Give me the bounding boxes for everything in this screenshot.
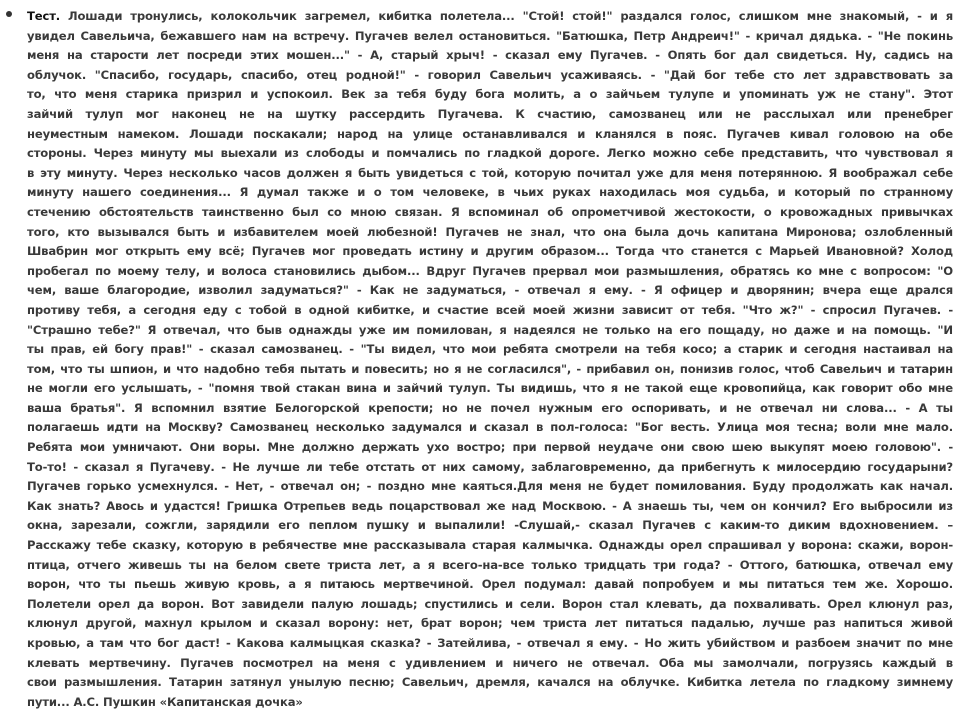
text-line-signature: пути... А.С. Пушкин «Капитанская дочка» — [27, 694, 303, 709]
text-line: увидел Савельича, бежавшего нам на встречу. Пугачев велел остановиться. "Батюшка, Петр Андреич!" - кричал дядька. - "Не покинь — [27, 28, 953, 43]
text-line: ворон, что ты пьешь живую кровь, а я питаюсь мертвечиной. Орел подумал: давай попробуем и мы питаться тем же. Хорошо. — [27, 577, 953, 592]
text-line: окна, зарезали, сожгли, зарядили его пеплом пушку и выпалили! -Слушай,- сказал Пугачев с каким-то диким вдохновением. – — [27, 518, 953, 533]
text-line: меня на старости лет посреди этих мошен..." - А, старый хрыч! - сказал ему Пугачев. - Опять бог дал свидеться. Ну, садись на — [27, 48, 953, 63]
text-block — [27, 7, 953, 712]
text-line: ты прав, ей богу прав!" - сказал самозванец. - "Ты видел, что мои ребята смотрели на тебя косо; а старик и сегодня настаивал на — [27, 342, 953, 357]
text-line: птица, отчего живешь ты на белом свете триста лет, а я всего-на-все только тридцать три года? - Оттого, батюшка, отвечал ему — [27, 557, 953, 572]
text-line: ваша братья". Я вспомнил взятие Белогорской крепости; но не почел нужным его оспоривать, и не отвечал ни слова... - А ты — [27, 400, 953, 415]
text-line: полагаешь идти на Москву? Самозванец несколько задумался и сказал в пол-голоса: "Бог весть. Улица моя тесна; воли мне мало. — [27, 420, 953, 435]
text-line: Швабрин мог открыть ему всё; Пугачев мог проведать истину и другим образом... Тогда что станется с Марьей Ивановной? Холод — [27, 244, 953, 259]
text-line: Расскажу тебе сказку, которую в ребячестве мне рассказывала старая калмычка. Однажды орел спрашивал у ворона: скажи, ворон- — [27, 538, 953, 553]
text-line: не могли его услышать, - "помня твой стакан вина и зайчий тулуп. Ты видишь, что я не такой еще кровопийца, как говорит обо мне — [27, 381, 953, 396]
text-line: клюнул другой, махнул крылом и сказал ворону: нет, брат ворон; чем триста лет питаться падалью, лучше раз напиться живой — [27, 616, 953, 631]
text-line: кровью, а там что бог даст! - Какова калмыцкая сказка? - Затейлива, - отвечал я ему. - Но жить убийством и разбоем значит по мне — [27, 636, 953, 650]
label-test: Тест. — [27, 9, 61, 23]
text-line: том, что ты шпион, и что надобно тебя пытать и повесить; но я не согласился", - прибавил он, понизив голос, чтоб Савельич и татарин — [27, 361, 953, 376]
text-line: чем, ваше благородие, изволил задуматься?" - Как не задуматься, - отвечал я ему. - Я офицер и дворянин; вчера еще дрался — [27, 283, 953, 298]
text-line: зайчий тулуп мог наконец не на шутку рассердить Пугачева. К счастию, самозванец или не расслыхал или пренебрег — [27, 106, 953, 121]
text-line: стечению обстоятельств таинственно был со мною связан. Я вспоминал об опрометчивой жестокости, о кровожадных привычках — [27, 204, 953, 219]
text-line: пробегал по моему телу, и волоса становились дыбом... Вдруг Пугачев прервал мои размышления, обратясь ко мне с вопросом: "О — [27, 263, 953, 278]
text-line-content: Лошади тронулись, колокольчик загремел, кибитка полетела... "Стой! стой!" раздался голос, слишком мне знакомый, - и я — [68, 9, 953, 23]
text-line: неуместным намеком. Лошади поскакали; народ на улице останавливался и кланялся в пояс. Пугачев кивал головою на обе — [27, 126, 953, 141]
text-line: облучок. "Спасибо, государь, спасибо, отец родной!" - говорил Савельич усаживаясь. - "Дай бог тебе сто лет здравствовать за — [27, 67, 953, 82]
text-line — [27, 7, 953, 27]
text-line: Пугачев горько усмехнулся. - Нет, - отвечал он; - поздно мне каяться.Для меня не будет помилования. Буду продолжать как начал. — [27, 479, 953, 494]
text-line: минуту нашего соединения... Я думал также и о том человеке, в чьих руках находилась моя судьба, и который по странному — [27, 185, 953, 200]
bullet-icon — [6, 11, 12, 17]
text-line: свои размышления. Татарин затянул унылую песню; Савельич, дремля, качался на облучке. Кибитка летела по гладкому зимнему — [27, 675, 953, 690]
text-line: клевать мертвечину. Пугачев посмотрел на меня с удивлением и ничего не отвечал. Оба мы замолчали, погрузясь каждый в — [27, 655, 953, 670]
text-line: То-то! - сказал я Пугачеву. - Не лучше ли тебе отстать от них самому, заблаговременно, да прибегнуть к милосердию государыни? — [27, 459, 953, 474]
text-line: стороны. Через минуту мы выехали из слободы и помчались по гладкой дороге. Легко можно себе представить, что чувствовал я — [27, 146, 953, 161]
text-line: Как знать? Авось и удастся! Гришка Отрепьев ведь поцарствовал же над Москвою. - А знаешь ты, чем он кончил? Его выбросили из — [27, 498, 953, 513]
text-line: в эту минуту. Через несколько часов должен я быть увидеться с той, которую почитал уже для меня потерянною. Я воображал себе — [27, 165, 953, 180]
text-line: Ребята мои умничают. Они воры. Мне должно держать ухо востро; при первой неудаче они свою шею выкупят моею головою". - — [27, 440, 953, 455]
text-line: противу тебя, а сегодня еду с тобой в одной кибитке, и счастие всей моей жизни зависит от тебя. "Что ж?" - спросил Пугачев. - — [27, 302, 953, 317]
text-line: Полетели орел да ворон. Вот завидели палую лошадь; спустились и сели. Ворон стал клевать, да похваливать. Орел клюнул раз, — [27, 596, 953, 611]
text-line: "Страшно тебе?" Я отвечал, что быв однажды уже им помилован, я надеялся не только на его пощаду, но даже и на помощь. "И — [27, 322, 953, 337]
text-line: того, кто вызывался быть и избавителем моей любезной! Пугачев не знал, что она была дочь капитана Миронова; озлобленный — [27, 224, 953, 239]
text-line: то, что меня старика призрил и успокоил. Век за тебя буду бога молить, а о зайчьем тулупе и упоминать уж не стану". Этот — [27, 87, 953, 102]
